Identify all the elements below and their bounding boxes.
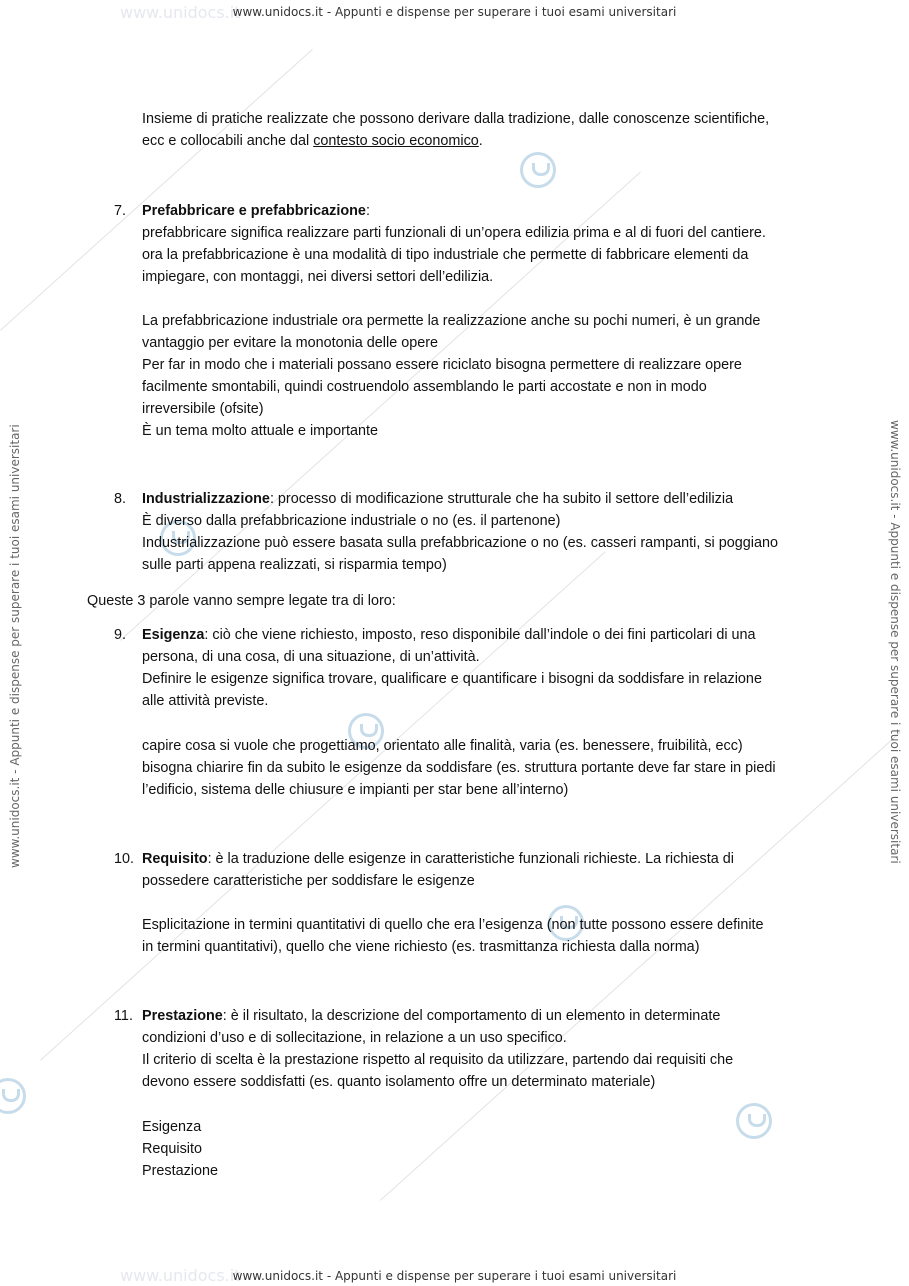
item-heading: [142, 1005, 720, 1027]
item-line: prefabbricare significa realizzare parti funzionali di un’opera edilizia prima e al di fuori del cantiere.: [142, 225, 766, 241]
item-title: Requisito: [142, 851, 208, 867]
intro-text: .: [478, 133, 483, 149]
unidocs-logo-icon: [0, 1078, 26, 1114]
item-number: 10.: [114, 851, 135, 867]
item-number: 9.: [114, 627, 127, 643]
summary-item: Esigenza: [142, 1119, 202, 1135]
linked-words-note: Queste 3 parole vanno sempre legate tra di loro:: [87, 593, 396, 609]
item-line: La prefabbricazione industriale ora permette la realizzazione anche su pochi numeri, è un grande: [142, 313, 761, 329]
header-watermark: www.unidocs.it - Appunti e dispense per superare i tuoi esami universitari: [232, 5, 677, 19]
footer-watermark: www.unidocs.it - Appunti e dispense per superare i tuoi esami universitari: [232, 1269, 677, 1283]
item-first-line: : è il risultato, la descrizione del comportamento di un elemento in determinate: [222, 1008, 721, 1024]
item-line: alle attività previste.: [142, 693, 269, 709]
left-side-watermark: www.unidocs.it - Appunti e dispense per superare i tuoi esami universitari: [8, 424, 22, 868]
item-number: 11.: [114, 1008, 133, 1024]
ghost-watermark: www.unidocs.it: [120, 3, 241, 22]
item-title-suffix: :: [365, 203, 370, 219]
item-line: Il criterio di scelta è la prestazione rispetto al requisito da utilizzare, partendo dai requisiti che: [142, 1052, 734, 1068]
item-line: Industrializzazione può essere basata sulla prefabbricazione o no (es. casseri rampanti, si poggiano: [142, 535, 778, 551]
item-line: condizioni d’uso e di sollecitazione, in relazione a un uso specifico.: [142, 1030, 567, 1046]
item-heading: [142, 200, 370, 222]
item-title: Esigenza: [142, 627, 205, 643]
intro-line: Insieme di pratiche realizzate che possono derivare dalla tradizione, dalle conoscenze scientifiche,: [142, 111, 770, 127]
item-line: Esplicitazione in termini quantitativi di quello che era l’esigenza (non tutte possono essere definite: [142, 917, 764, 933]
item-line: facilmente smontabili, quindi costruendolo assemblando le parti accostate e non in modo: [142, 379, 707, 395]
item-line: l’edificio, sistema delle chiusure e impianti per star bene all’interno): [142, 782, 569, 798]
unidocs-logo-icon: [520, 152, 556, 188]
item-line: sulle parti appena realizzati, si risparmia tempo): [142, 557, 447, 573]
item-number: 7.: [114, 203, 127, 219]
item-line: Definire le esigenze significa trovare, qualificare e quantificare i bisogni da soddisfare in relazione: [142, 671, 762, 687]
item-line: bisogna chiarire fin da subito le esigenze da soddisfare (es. struttura portante deve far stare in piedi: [142, 760, 776, 776]
item-line: ora la prefabbricazione è una modalità di tipo industriale che permette di fabbricare elementi da: [142, 247, 749, 263]
intro-line: [142, 130, 483, 152]
summary-item: Prestazione: [142, 1163, 218, 1179]
item-line: capire cosa si vuole che progettiamo, orientato alle finalità, varia (es. benessere, fruibilità, ecc): [142, 738, 743, 754]
item-line: impiegare, con montaggi, nei diversi settori dell’edilizia.: [142, 269, 494, 285]
item-line: È un tema molto attuale e importante: [142, 423, 378, 439]
item-heading: [142, 848, 734, 870]
item-line: devono essere soddisfatti (es. quanto isolamento offre un determinato materiale): [142, 1074, 656, 1090]
ghost-watermark: www.unidocs.it: [120, 1266, 241, 1285]
item-line: È diverso dalla prefabbricazione industriale o no (es. il partenone): [142, 513, 561, 529]
item-line: irreversibile (ofsite): [142, 401, 264, 417]
item-heading: [142, 624, 756, 646]
unidocs-logo-icon: [736, 1103, 772, 1139]
item-first-line: : processo di modificazione strutturale che ha subito il settore dell’edilizia: [269, 491, 734, 507]
item-number: 8.: [114, 491, 127, 507]
item-title: Prestazione: [142, 1008, 223, 1024]
item-line: persona, di una cosa, di una situazione, di un’attività.: [142, 649, 480, 665]
item-first-line: : è la traduzione delle esigenze in caratteristiche funzionali richieste. La richiesta di: [207, 851, 734, 867]
item-line: vantaggio per evitare la monotonia delle opere: [142, 335, 439, 351]
item-heading: [142, 488, 733, 510]
item-line: Per far in modo che i materiali possano essere riciclato bisogna permettere di realizzare opere: [142, 357, 742, 373]
item-first-line: : ciò che viene richiesto, imposto, reso disponibile dall’indole o dei fini particolari di una: [204, 627, 756, 643]
item-line: possedere caratteristiche per soddisfare le esigenze: [142, 873, 475, 889]
item-title: Prefabbricare e prefabbricazione: [142, 203, 366, 219]
item-line: in termini quantitativi), quello che viene richiesto (es. trasmittanza richiesta dalla norma): [142, 939, 700, 955]
right-side-watermark: www.unidocs.it - Appunti e dispense per superare i tuoi esami universitari: [888, 420, 902, 864]
intro-text: ecc e collocabili anche dal: [142, 133, 314, 149]
summary-item: Requisito: [142, 1141, 202, 1157]
underlined-phrase: contesto socio economico: [313, 133, 479, 149]
item-title: Industrializzazione: [142, 491, 270, 507]
